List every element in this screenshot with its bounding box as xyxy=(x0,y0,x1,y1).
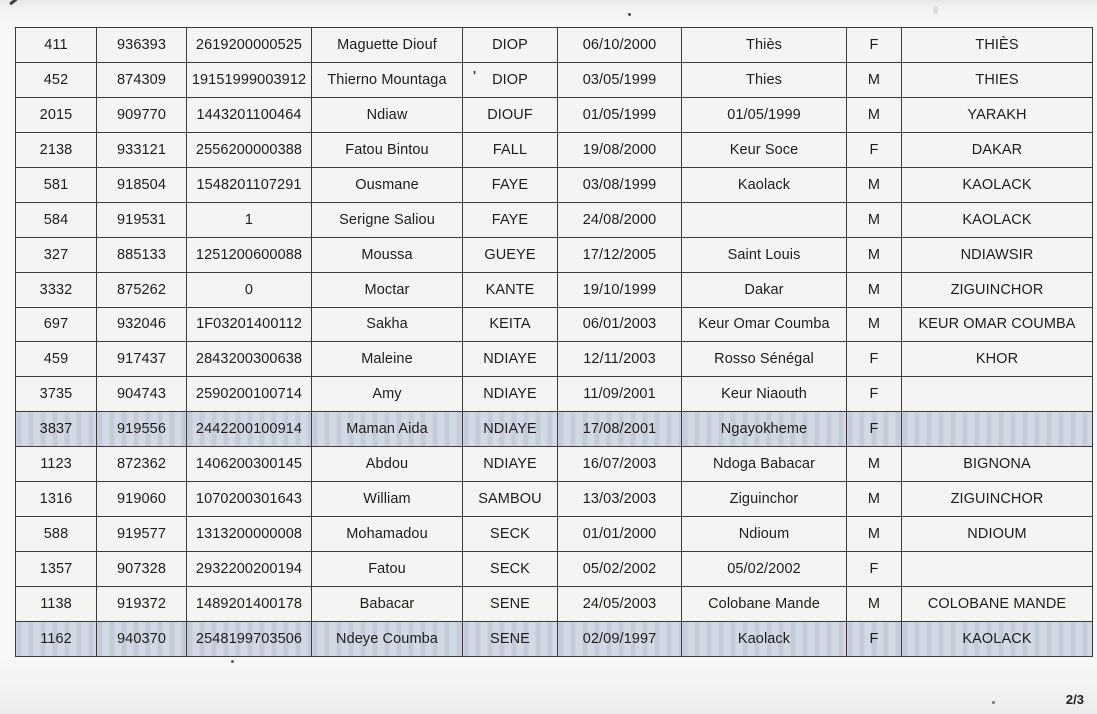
table-cell: M xyxy=(847,202,902,237)
scan-speck xyxy=(9,0,18,5)
table-cell: THIES xyxy=(902,62,1093,97)
table-cell: KEITA xyxy=(463,307,558,342)
table-cell: Sakha xyxy=(312,307,463,342)
stray-apostrophe-mark: ' xyxy=(473,67,477,83)
table-cell: 919531 xyxy=(97,202,187,237)
table-cell: 1251200600088 xyxy=(187,237,312,272)
table-cell: F xyxy=(847,377,902,412)
table-cell: SENE xyxy=(463,587,558,622)
table-cell: KHOR xyxy=(902,342,1093,377)
table-cell: 05/02/2002 xyxy=(682,552,847,587)
table-cell: 19/08/2000 xyxy=(558,132,682,167)
table-cell: 24/05/2003 xyxy=(558,587,682,622)
table-cell: YARAKH xyxy=(902,97,1093,132)
table-row xyxy=(16,97,1093,132)
table-cell: 933121 xyxy=(97,132,187,167)
records-table-body xyxy=(16,28,1093,657)
table-cell: FAYE xyxy=(463,202,558,237)
table-cell: M xyxy=(847,97,902,132)
table-row xyxy=(16,552,1093,587)
table-cell: 02/09/1997 xyxy=(558,621,682,656)
table-cell: 936393 xyxy=(97,28,187,63)
table-cell: FALL xyxy=(463,132,558,167)
table-cell: GUEYE xyxy=(463,237,558,272)
table-cell: 588 xyxy=(16,517,97,552)
table-cell: KAOLACK xyxy=(902,167,1093,202)
table-cell: Keur Soce xyxy=(682,132,847,167)
table-cell: Kaolack xyxy=(682,167,847,202)
table-cell: M xyxy=(847,517,902,552)
table-cell: Mohamadou xyxy=(312,517,463,552)
table-cell: 17/12/2005 xyxy=(558,237,682,272)
table-cell: M xyxy=(847,62,902,97)
table-cell: 06/10/2000 xyxy=(558,28,682,63)
table-cell: 03/08/1999 xyxy=(558,167,682,202)
table-cell: 1F03201400112 xyxy=(187,307,312,342)
table-cell: 1357 xyxy=(16,552,97,587)
table-cell: 3837 xyxy=(16,412,97,447)
table-cell: THIÈS xyxy=(902,28,1093,63)
table-cell: 24/08/2000 xyxy=(558,202,682,237)
table-cell: 874309 xyxy=(97,62,187,97)
table-cell: 697 xyxy=(16,307,97,342)
table-cell: 2442200100914 xyxy=(187,412,312,447)
table-cell: 12/11/2003 xyxy=(558,342,682,377)
table-cell: 01/05/1999 xyxy=(682,97,847,132)
table-cell: 584 xyxy=(16,202,97,237)
table-cell: 19/10/1999 xyxy=(558,272,682,307)
table-cell: 917437 xyxy=(97,342,187,377)
table-cell: F xyxy=(847,552,902,587)
table-cell: 909770 xyxy=(97,97,187,132)
table-cell: 1070200301643 xyxy=(187,482,312,517)
table-cell: 1123 xyxy=(16,447,97,482)
table-cell: 1 xyxy=(187,202,312,237)
table-cell: Moctar xyxy=(312,272,463,307)
table-cell: 919556 xyxy=(97,412,187,447)
table-cell: KANTE xyxy=(463,272,558,307)
table-cell: Fatou xyxy=(312,552,463,587)
table-cell: 885133 xyxy=(97,237,187,272)
table-cell: F xyxy=(847,132,902,167)
table-cell: 904743 xyxy=(97,377,187,412)
table-cell: ZIGUINCHOR xyxy=(902,482,1093,517)
table-cell: 411 xyxy=(16,28,97,63)
table-cell: 19151999003912 xyxy=(187,62,312,97)
table-row xyxy=(16,62,1093,97)
table-cell: 01/01/2000 xyxy=(558,517,682,552)
table-cell: Thiès xyxy=(682,28,847,63)
table-cell: F xyxy=(847,412,902,447)
table-cell: 1316 xyxy=(16,482,97,517)
table-cell: COLOBANE MANDE xyxy=(902,587,1093,622)
table-cell: 03/05/1999 xyxy=(558,62,682,97)
table-cell xyxy=(902,412,1093,447)
table-cell: Ziguinchor xyxy=(682,482,847,517)
table-cell: BIGNONA xyxy=(902,447,1093,482)
table-cell: KAOLACK xyxy=(902,621,1093,656)
table-cell: 919060 xyxy=(97,482,187,517)
table-row xyxy=(16,377,1093,412)
table-cell: NDIAWSIR xyxy=(902,237,1093,272)
table-cell: Kaolack xyxy=(682,621,847,656)
table-row xyxy=(16,202,1093,237)
table-cell: 2556200000388 xyxy=(187,132,312,167)
table-cell: DAKAR xyxy=(902,132,1093,167)
table-row xyxy=(16,28,1093,63)
table-cell: M xyxy=(847,482,902,517)
table-cell: 875262 xyxy=(97,272,187,307)
table-cell: 2619200000525 xyxy=(187,28,312,63)
table-cell: Saint Louis xyxy=(682,237,847,272)
table-cell: Maguette Diouf xyxy=(312,28,463,63)
table-cell: William xyxy=(312,482,463,517)
table-row xyxy=(16,132,1093,167)
table-cell: 919577 xyxy=(97,517,187,552)
table-cell: Colobane Mande xyxy=(682,587,847,622)
table-row xyxy=(16,167,1093,202)
table-cell: 3332 xyxy=(16,272,97,307)
table-cell: 581 xyxy=(16,167,97,202)
table-cell xyxy=(902,377,1093,412)
scan-speck xyxy=(628,13,631,16)
table-cell: 940370 xyxy=(97,621,187,656)
table-cell: 1162 xyxy=(16,621,97,656)
table-cell: 1138 xyxy=(16,587,97,622)
table-cell: 17/08/2001 xyxy=(558,412,682,447)
table-cell: Dakar xyxy=(682,272,847,307)
table-cell: 3735 xyxy=(16,377,97,412)
table-cell: 907328 xyxy=(97,552,187,587)
table-cell: ' DIOP xyxy=(463,62,558,97)
table-row xyxy=(16,412,1093,447)
table-cell xyxy=(902,552,1093,587)
table-cell: NDIAYE xyxy=(463,412,558,447)
scan-speck xyxy=(992,701,995,704)
table-cell: 2590200100714 xyxy=(187,377,312,412)
table-cell: KAOLACK xyxy=(902,202,1093,237)
table-cell: 2138 xyxy=(16,132,97,167)
table-cell: KEUR OMAR COUMBA xyxy=(902,307,1093,342)
table-cell: Thierno Mountaga xyxy=(312,62,463,97)
table-row xyxy=(16,517,1093,552)
table-cell: Ousmane xyxy=(312,167,463,202)
table-cell: M xyxy=(847,447,902,482)
records-table xyxy=(15,27,1093,657)
table-cell: Rosso Sénégal xyxy=(682,342,847,377)
table-cell: 2548199703506 xyxy=(187,621,312,656)
table-cell: F xyxy=(847,28,902,63)
table-cell: Ndioum xyxy=(682,517,847,552)
table-cell: Babacar xyxy=(312,587,463,622)
table-cell: 2932200200194 xyxy=(187,552,312,587)
table-cell: 2015 xyxy=(16,97,97,132)
table-cell: SAMBOU xyxy=(463,482,558,517)
table-cell: 459 xyxy=(16,342,97,377)
table-cell: DIOP xyxy=(463,28,558,63)
table-cell: 918504 xyxy=(97,167,187,202)
table-cell: 13/03/2003 xyxy=(558,482,682,517)
table-cell: DIOUF xyxy=(463,97,558,132)
table-cell: 872362 xyxy=(97,447,187,482)
table-cell: 1313200000008 xyxy=(187,517,312,552)
scan-smudge xyxy=(933,6,938,14)
table-cell: Serigne Saliou xyxy=(312,202,463,237)
table-row xyxy=(16,587,1093,622)
scan-speck xyxy=(231,660,234,663)
table-cell: SECK xyxy=(463,552,558,587)
table-cell: Ngayokheme xyxy=(682,412,847,447)
table-cell: Keur Niaouth xyxy=(682,377,847,412)
table-cell xyxy=(682,202,847,237)
table-cell: 1406200300145 xyxy=(187,447,312,482)
table-cell: NDIAYE xyxy=(463,377,558,412)
table-row xyxy=(16,307,1093,342)
table-cell: 11/09/2001 xyxy=(558,377,682,412)
table-row xyxy=(16,482,1093,517)
table-cell: Moussa xyxy=(312,237,463,272)
table-cell: 1548201107291 xyxy=(187,167,312,202)
table-cell: Ndoga Babacar xyxy=(682,447,847,482)
table-cell: 01/05/1999 xyxy=(558,97,682,132)
table-cell: SECK xyxy=(463,517,558,552)
table-cell: ZIGUINCHOR xyxy=(902,272,1093,307)
table-cell: Abdou xyxy=(312,447,463,482)
table-cell: F xyxy=(847,621,902,656)
table-cell: 452 xyxy=(16,62,97,97)
table-cell: M xyxy=(847,237,902,272)
table-cell: Fatou Bintou xyxy=(312,132,463,167)
table-cell: M xyxy=(847,307,902,342)
table-cell: 0 xyxy=(187,272,312,307)
table-cell: NDIOUM xyxy=(902,517,1093,552)
table-cell: Ndiaw xyxy=(312,97,463,132)
table-cell: 06/01/2003 xyxy=(558,307,682,342)
table-cell: Maman Aida xyxy=(312,412,463,447)
table-cell: 16/07/2003 xyxy=(558,447,682,482)
table-row xyxy=(16,621,1093,656)
table-cell: 1443201100464 xyxy=(187,97,312,132)
table-cell: 932046 xyxy=(97,307,187,342)
table-cell: FAYE xyxy=(463,167,558,202)
table-cell: Ndeye Coumba xyxy=(312,621,463,656)
table-cell: 919372 xyxy=(97,587,187,622)
table-cell: SENE xyxy=(463,621,558,656)
table-cell: 05/02/2002 xyxy=(558,552,682,587)
table-cell: Maleine xyxy=(312,342,463,377)
table-cell: M xyxy=(847,587,902,622)
table-cell: Amy xyxy=(312,377,463,412)
table-cell: 327 xyxy=(16,237,97,272)
table-cell: 2843200300638 xyxy=(187,342,312,377)
table-row xyxy=(16,272,1093,307)
table-cell: M xyxy=(847,272,902,307)
table-cell: NDIAYE xyxy=(463,342,558,377)
table-cell: F xyxy=(847,342,902,377)
page-number: 2/3 xyxy=(1065,692,1084,707)
table-row xyxy=(16,447,1093,482)
table-row xyxy=(16,237,1093,272)
table-cell: NDIAYE xyxy=(463,447,558,482)
table-cell: Thies xyxy=(682,62,847,97)
table-cell: 1489201400178 xyxy=(187,587,312,622)
table-row xyxy=(16,342,1093,377)
table-cell: M xyxy=(847,167,902,202)
table-cell: Keur Omar Coumba xyxy=(682,307,847,342)
